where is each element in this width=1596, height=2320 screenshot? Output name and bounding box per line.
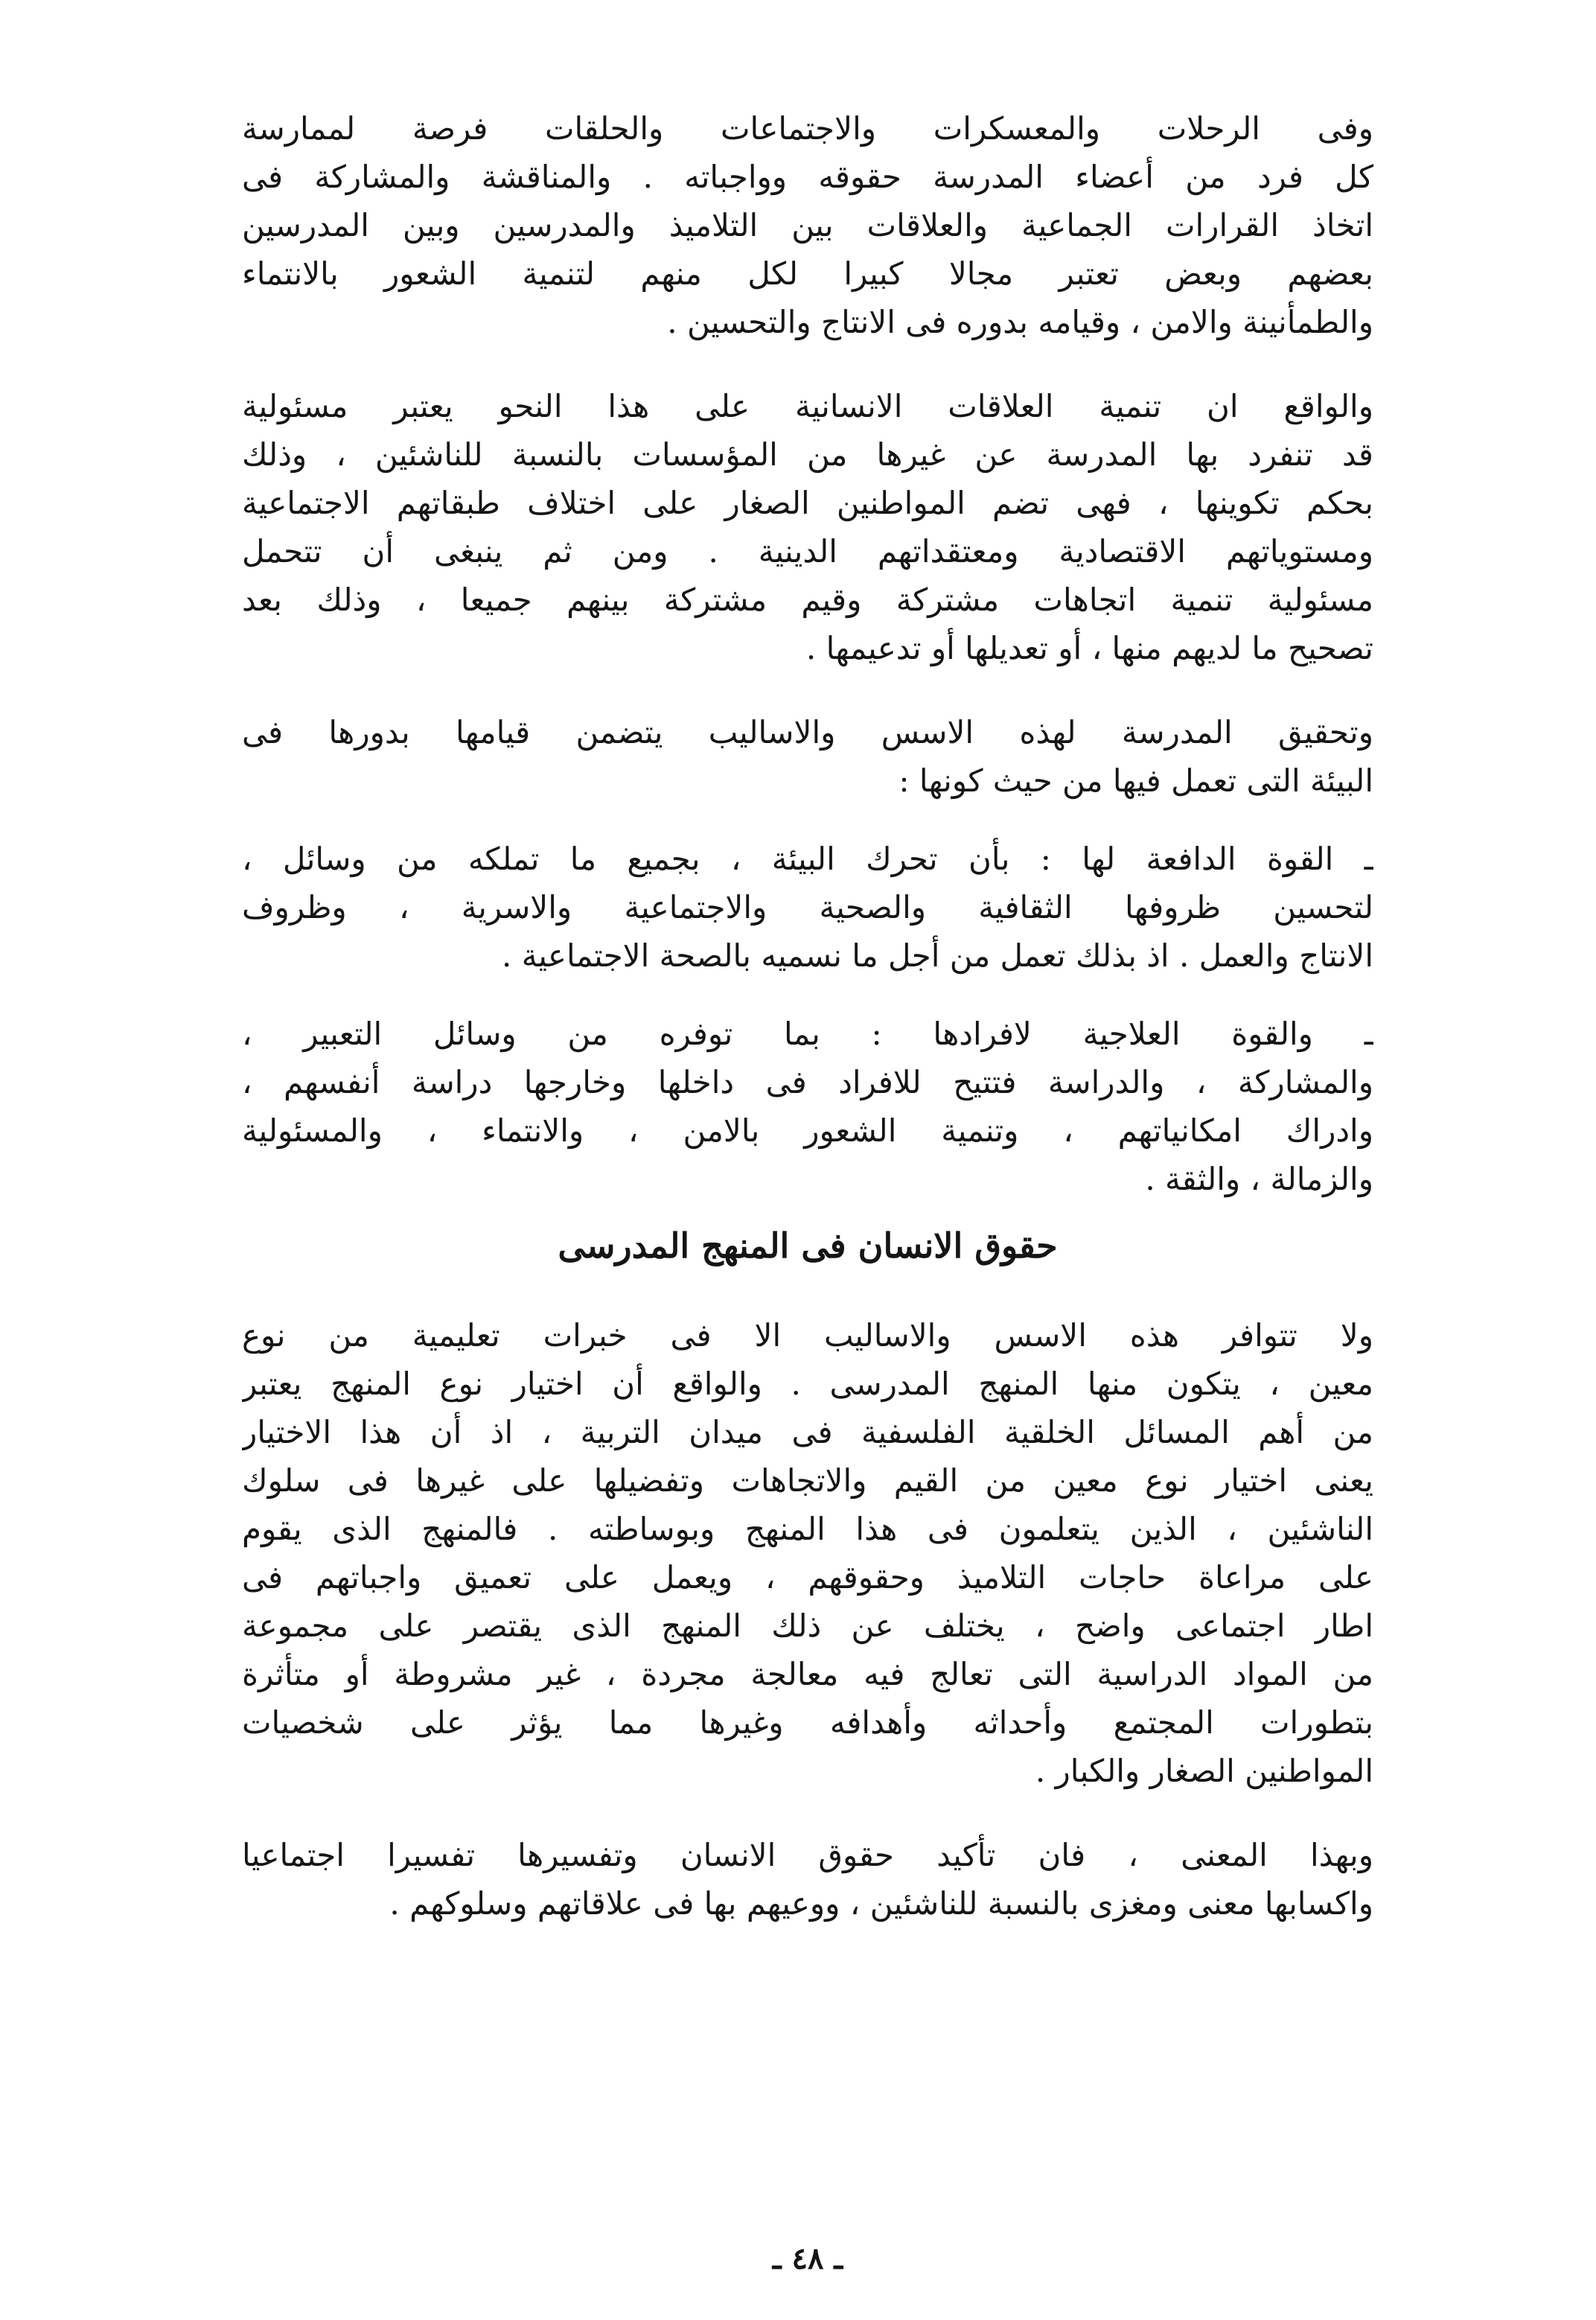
text-line: كل فرد من أعضاء المدرسة حقوقه وواجباته . والمناقشة والمشاركة فى — [242, 159, 1373, 195]
document-page — [242, 104, 1373, 2276]
text-line: معين ، يتكون منها المنهج المدرسى . والواقع أن اختيار نوع المنهج يعتبر — [242, 1365, 1373, 1402]
text-line: وادراك امكانياتهم ، وتنمية الشعور بالامن ، والانتماء ، والمسئولية — [242, 1112, 1373, 1149]
page-number: ـ ٤٨ ـ — [772, 2241, 843, 2276]
paragraph-spacer — [242, 980, 1373, 1010]
text-line: الناشئين ، الذين يتعلمون فى هذا المنهج وبوساطته . فالمنهج الذى يقوم — [242, 1511, 1373, 1547]
list-item-driving-force — [242, 835, 1373, 980]
text-line: وتحقيق المدرسة لهذه الاسس والاساليب يتضمن قيامها بدورها فى — [242, 714, 1373, 751]
text-line: ولا تتوافر هذه الاسس والاساليب الا فى خبرات تعليمية من نوع — [242, 1317, 1373, 1354]
paragraph-spacer — [242, 672, 1373, 708]
paragraph-spacer — [242, 1795, 1373, 1831]
paragraph-school-role — [242, 708, 1373, 805]
section-heading: حقوق الانسان فى المنهج المدرسى — [558, 1226, 1058, 1266]
paragraph-trips-and-camps — [242, 104, 1373, 346]
text-line: اتخاذ القرارات الجماعية والعلاقات بين التلاميذ والمدرسين وبين المدرسين — [242, 207, 1373, 243]
text-line: على مراعاة حاجات التلاميذ وحقوقهم ، ويعمل على تعميق واجباتهم فى — [242, 1559, 1373, 1596]
text-line: والواقع ان تنمية العلاقات الانسانية على هذا النحو يعتبر مسئولية — [242, 388, 1373, 424]
text-line: لتحسين ظروفها الثقافية والصحية والاجتماعية والاسرية ، وظروف — [242, 889, 1373, 925]
text-line: من أهم المسائل الخلقية الفلسفية فى ميدان التربية ، اذ أن هذا الاختيار — [242, 1414, 1373, 1450]
text-line: من المواد الدراسية التى تعالج فيه معالجة مجردة ، غير مشروطة أو متأثرة — [242, 1656, 1373, 1692]
text-line: مسئولية تنمية اتجاهات مشتركة وقيم مشتركة بينهم جميعا ، وذلك بعد — [242, 581, 1373, 618]
paragraph-human-relations — [242, 382, 1373, 672]
paragraph-curriculum — [242, 1311, 1373, 1795]
text-line: ومستوياتهم الاقتصادية ومعتقداتهم الدينية . ومن ثم ينبغى أن تتحمل — [242, 533, 1373, 570]
text-line: بعضهم وبعض تعتبر مجالا كبيرا لكل منهم لتنمية الشعور بالانتماء — [242, 255, 1373, 292]
text-line: والزمالة ، والثقة . — [1145, 1161, 1373, 1197]
text-line: بتطورات المجتمع وأحداثه وأهدافه وغيرها مما يؤثر على شخصيات — [242, 1704, 1373, 1741]
text-line: بحكم تكوينها ، فهى تضم المواطنين الصغار على اختلاف طبقاتهم الاجتماعية — [242, 485, 1373, 521]
paragraph-spacer — [242, 346, 1373, 382]
text-line: المواطنين الصغار والكبار . — [1035, 1753, 1373, 1789]
text-line: واكسابها معنى ومغزى بالنسبة للناشئين ، ووعيهم بها فى علاقاتهم وسلوكهم . — [389, 1885, 1373, 1922]
paragraph-spacer — [242, 805, 1373, 835]
text-line: وفى الرحلات والمعسكرات والاجتماعات والحلقات فرصة لممارسة — [242, 110, 1373, 147]
text-line: والمشاركة ، والدراسة فتتيح للافراد فى داخلها وخارجها دراسة أنفسهم ، — [242, 1064, 1373, 1100]
text-line: ـ والقوة العلاجية لافرادها : بما توفره من وسائل التعبير ، — [242, 1016, 1373, 1052]
text-line: يعنى اختيار نوع معين من القيم والاتجاهات وتفضيلها على غيرها فى سلوك — [242, 1462, 1373, 1499]
text-line: وبهذا المعنى ، فان تأكيد حقوق الانسان وتفسيرها تفسيرا اجتماعيا — [242, 1837, 1373, 1873]
list-item-remedial-force — [242, 1010, 1373, 1203]
text-line: ـ القوة الدافعة لها : بأن تحرك البيئة ، بجميع ما تملكه من وسائل ، — [242, 841, 1373, 877]
text-line: والطمأنينة والامن ، وقيامه بدوره فى الانتاج والتحسين . — [667, 304, 1373, 340]
text-line: اطار اجتماعى واضح ، يختلف عن ذلك المنهج الذى يقتصر على مجموعة — [242, 1607, 1373, 1644]
paragraph-meaning — [242, 1831, 1373, 1928]
text-line: تصحيح ما لديهم منها ، أو تعديلها أو تدعيمها . — [805, 630, 1373, 666]
text-line: البيئة التى تعمل فيها من حيث كونها : — [898, 762, 1373, 799]
text-line: قد تنفرد بها المدرسة عن غيرها من المؤسسات بالنسبة للناشئين ، وذلك — [242, 436, 1373, 473]
text-line: الانتاج والعمل . اذ بذلك تعمل من أجل ما نسميه بالصحة الاجتماعية . — [502, 937, 1373, 974]
